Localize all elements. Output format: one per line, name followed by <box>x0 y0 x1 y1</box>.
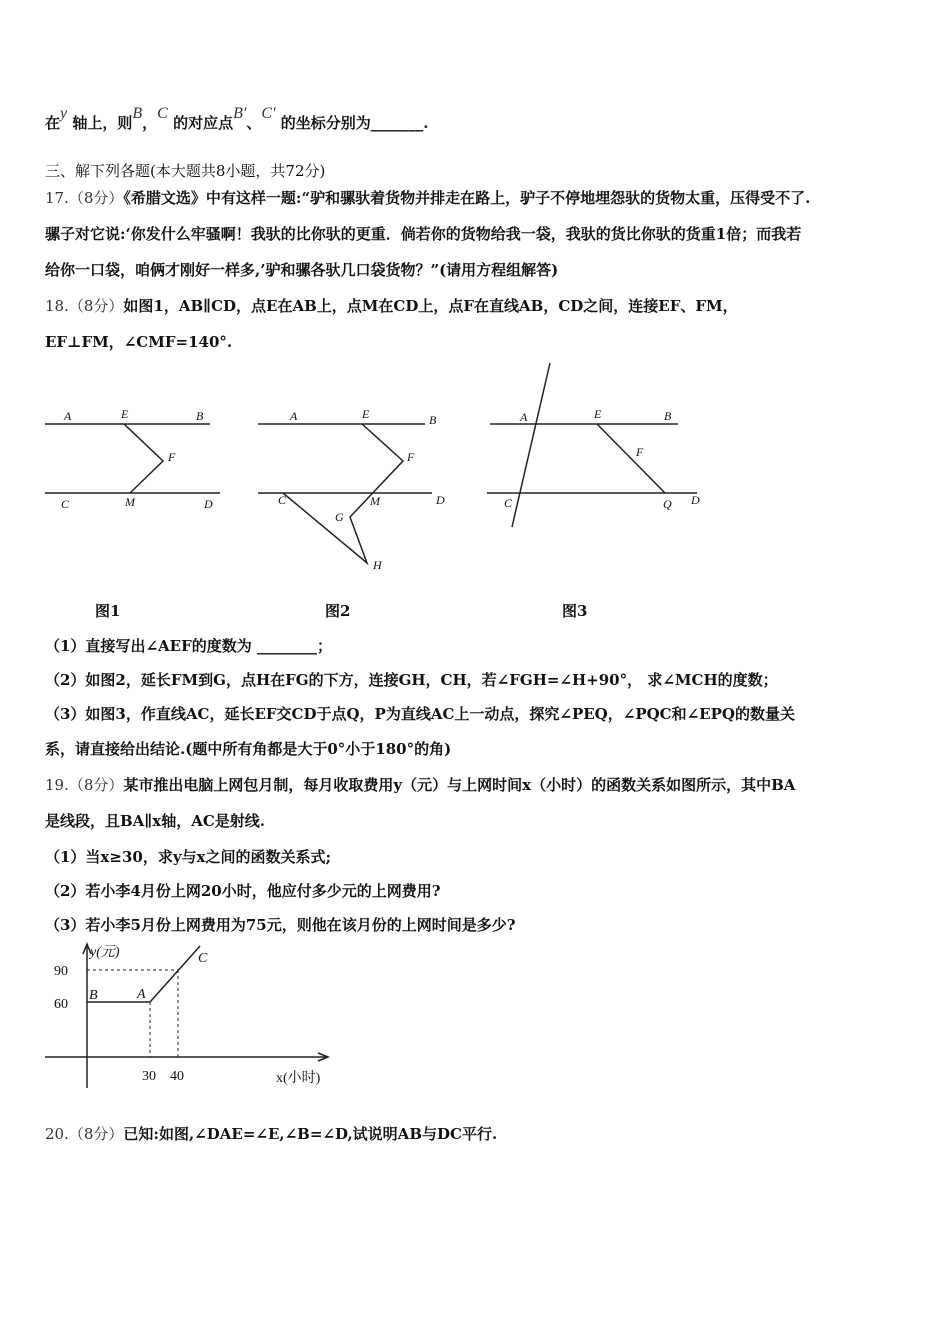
q-score: （8分） <box>68 776 124 794</box>
fee-graph <box>45 944 328 1088</box>
q17-line3: 给你一口袋，咱俩才刚好一样多,’驴和骡各驮几口袋货物？”(请用方程组解答) <box>45 261 559 279</box>
tick: 30 <box>142 1069 156 1084</box>
label: C <box>278 493 287 507</box>
text: 已知:如图,∠DAE=∠E,∠B=∠D,试说明AB与DC平行. <box>123 1125 498 1143</box>
q-score: （8分） <box>68 189 124 207</box>
q18-sub3a: （3）如图3，作直线AC，延长EF交CD于点Q，P为直线AC上一动点，探究∠PEQ，∠PQC和∠EPQ的数量关 <box>45 705 795 723</box>
q-num: 19. <box>45 776 69 794</box>
text: 在 <box>45 114 61 132</box>
text: 某市推出电脑上网包月制，每月收取费用y（元）与上网时间x（小时）的函数关系如图所示，其中BA <box>123 776 796 794</box>
fig3-caption: 图3 <box>562 602 588 620</box>
q18-line2: EF⊥FM，∠CMF=140°. <box>45 333 233 351</box>
fig2-caption: 图2 <box>325 602 351 620</box>
text: 的坐标分别为_______. <box>280 114 429 132</box>
label: C <box>504 496 513 510</box>
label: D <box>204 497 213 511</box>
tick: 60 <box>54 997 68 1012</box>
label: G <box>335 510 344 524</box>
text: 、 <box>246 114 262 132</box>
label: D <box>691 493 700 507</box>
label: F <box>636 445 644 459</box>
label: Q <box>663 497 672 511</box>
label: E <box>362 407 370 421</box>
label: A <box>290 409 298 423</box>
q17-line2: 骡子对它说:‘你发什么牢骚啊！我驮的比你驮的更重．倘若你的货物给我一袋，我驮的货比你驮的货重1倍；而我若 <box>45 225 802 243</box>
label: M <box>370 494 380 508</box>
text: ， <box>142 114 158 132</box>
math-y: y <box>60 105 68 122</box>
y-axis-label: y(元) <box>90 945 120 960</box>
label: F <box>407 450 415 464</box>
point-label: A <box>137 987 146 1002</box>
figure-1 <box>45 407 220 511</box>
label: A <box>64 409 72 423</box>
q18-sub2: （2）如图2，延长FM到G，点H在FG的下方，连接GH，CH，若∠FGH=∠H+90°， 求∠MCH的度数； <box>45 671 778 689</box>
text: 《希腊文选》中有这样一题:“驴和骡驮着货物并排走在路上，驴子不停地埋怨驮的货物太重，压得受不了. <box>123 189 811 207</box>
math-Bp: B′ <box>233 105 247 122</box>
label: B <box>429 413 437 427</box>
text: 的对应点 <box>173 114 234 132</box>
figure-3 <box>487 363 700 527</box>
math-B: B <box>132 105 143 122</box>
q19-line2: 是线段，且BA∥x轴，AC是射线. <box>45 812 265 830</box>
q-num: 18. <box>45 297 69 315</box>
label: B <box>196 409 204 423</box>
point-label: C <box>198 951 208 966</box>
q-num: 17. <box>45 189 69 207</box>
q18-sub3b: 系，请直接给出结论.(题中所有角都是大于0°小于180°的角) <box>45 740 452 758</box>
q18-sub1: （1）直接写出∠AEF的度数为 ________； <box>45 637 332 655</box>
text: 轴上，则 <box>72 114 133 132</box>
label: A <box>520 410 528 424</box>
q19-sub2: （2）若小李4月份上网20小时，他应付多少元的上网费用? <box>45 882 441 900</box>
point-label: B <box>89 988 98 1003</box>
tick: 90 <box>54 964 68 979</box>
x-axis-label: x(小时) <box>276 1071 321 1086</box>
label: E <box>594 407 602 421</box>
figure-2 <box>258 407 445 572</box>
label: M <box>125 495 135 509</box>
math-C: C <box>157 105 168 122</box>
section-heading: 三、解下列各题(本大题共8小题，共72分) <box>45 162 326 180</box>
fig1-caption: 图1 <box>95 602 121 620</box>
q-num: 20. <box>45 1125 69 1143</box>
label: E <box>121 407 129 421</box>
text: 如图1，AB∥CD，点E在AB上，点M在CD上，点F在直线AB，CD之间，连接EF、FM， <box>123 297 738 315</box>
label: H <box>373 558 382 572</box>
q19-sub1: （1）当x≥30，求y与x之间的函数关系式; <box>45 848 332 866</box>
q-score: （8分） <box>68 1125 124 1143</box>
label: B <box>664 409 672 423</box>
math-Cp: C′ <box>261 105 276 122</box>
label: C <box>61 497 70 511</box>
q19-line1 <box>45 774 795 795</box>
q-score: （8分） <box>68 297 124 315</box>
label: F <box>168 450 176 464</box>
label: D <box>436 493 445 507</box>
q20-line <box>45 1123 497 1144</box>
q19-sub3: （3）若小李5月份上网费用为75元，则他在该月份的上网时间是多少? <box>45 916 516 934</box>
tick: 40 <box>170 1069 184 1084</box>
